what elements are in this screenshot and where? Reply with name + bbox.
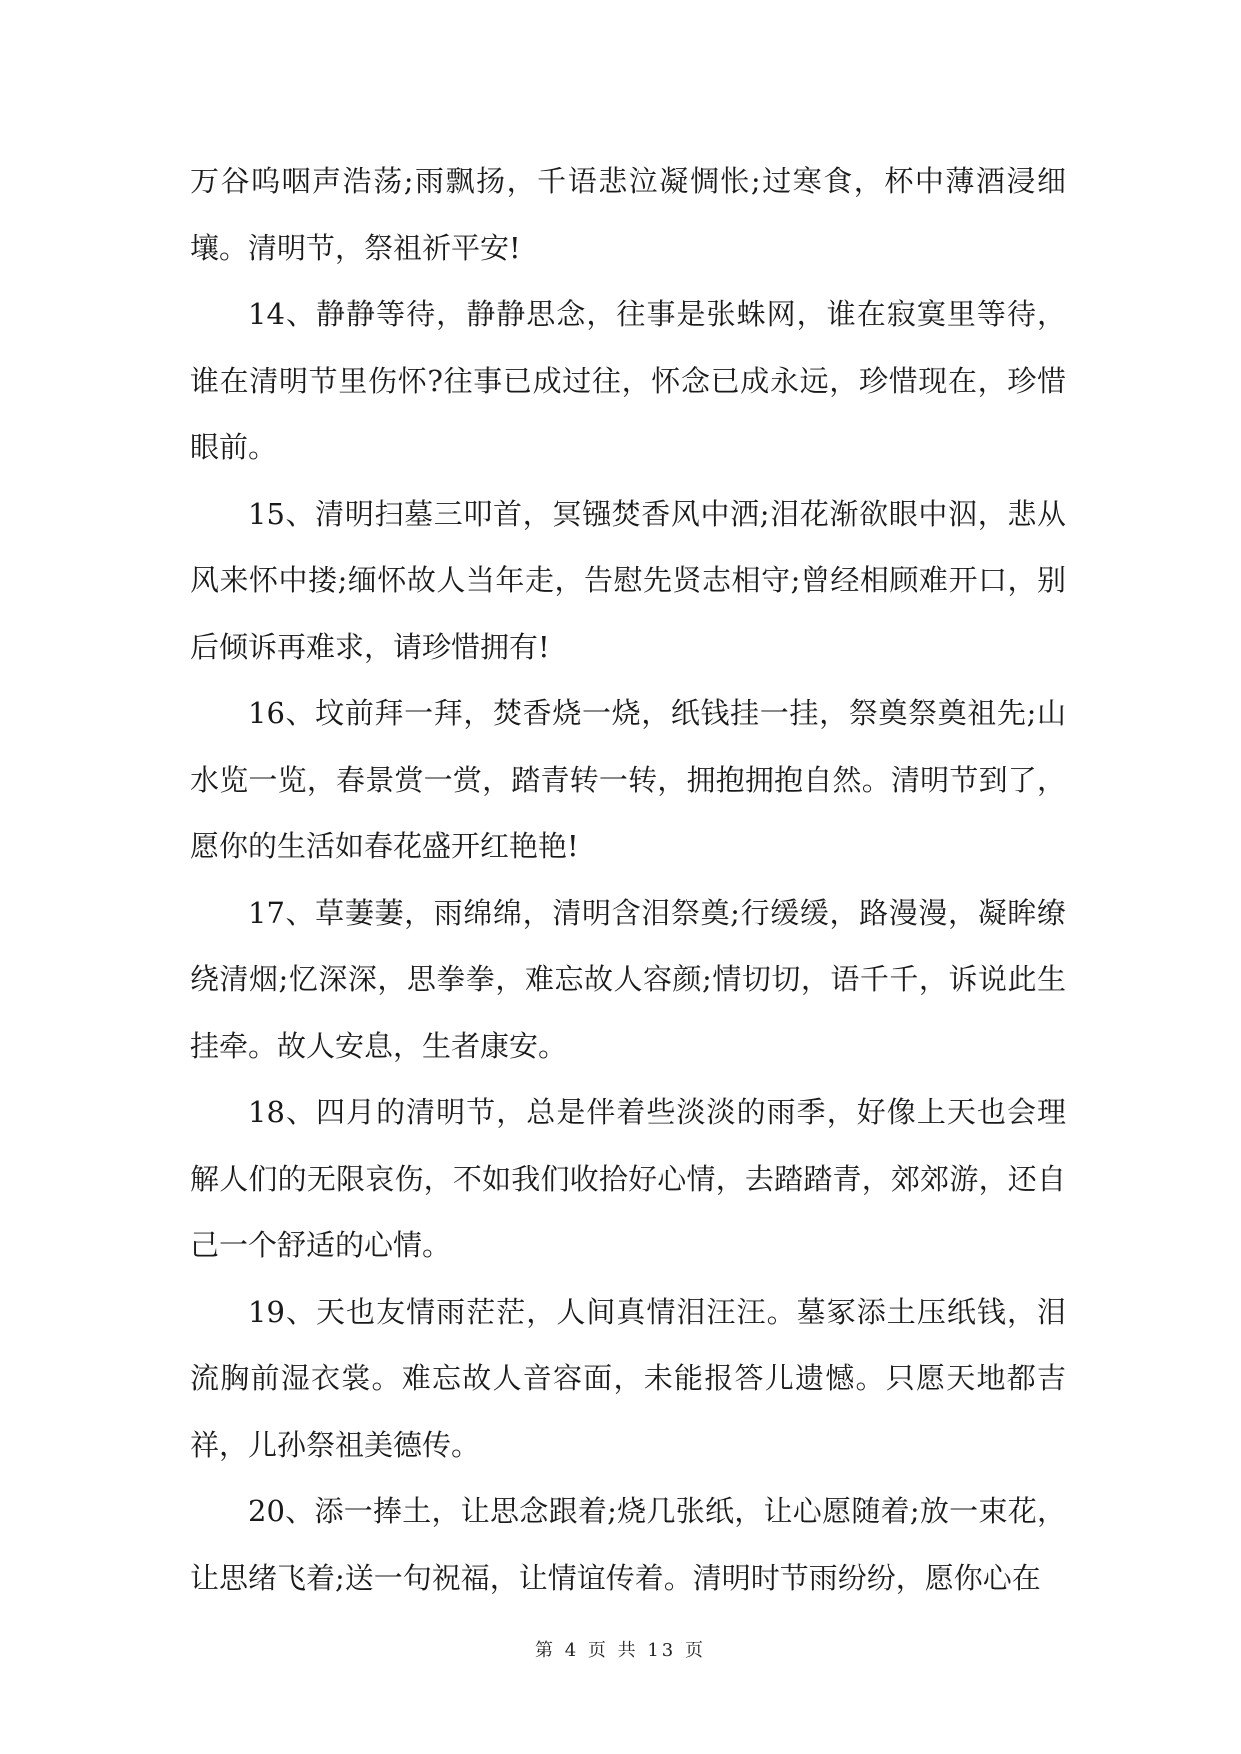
paragraph-item-15: 15、清明扫墓三叩首，冥镪焚香风中洒;泪花渐欲眼中泅，悲从风来怀中搂;缅怀故人当年走，告慰先贤志相守;曾经相顾难开口，别后倾诉再难求，请珍惜拥有!: [190, 496, 1066, 664]
paragraph-continuation: 万谷呜咽声浩荡;雨飘扬，千语悲泣凝惆怅;过寒食，杯中薄酒浸细壤。清明节，祭祖祈平安!: [190, 164, 1066, 265]
paragraph-item-17: 17、草萋萋，雨绵绵，清明含泪祭奠;行缓缓，路漫漫，凝眸缭绕清烟;忆深深，思拳拳，难忘故人容颜;情切切，语千千，诉说此生挂牵。故人安息，生者康安。: [190, 895, 1066, 1063]
paragraph-item-16: 16、坟前拜一拜，焚香烧一烧，纸钱挂一挂，祭奠祭奠祖先;山水览一览，春景赏一赏，踏青转一转，拥抱拥抱自然。清明节到了，愿你的生活如春花盛开红艳艳!: [190, 696, 1066, 863]
document-body: [190, 148, 1066, 1611]
page-number-footer: 第 4 页 共 13 页: [535, 1640, 706, 1661]
paragraph-item-20: 20、添一捧土，让思念跟着;烧几张纸，让心愿随着;放一束花，让思绪飞着;送一句祝福，让情谊传着。清明时节雨纷纷，愿你心在: [190, 1494, 1066, 1595]
paragraph-item-14: 14、静静等待，静静思念，往事是张蛛网，谁在寂寞里等待，谁在清明节里伤怀?往事已成过往，怀念已成永远，珍惜现在，珍惜眼前。: [190, 297, 1066, 464]
paragraph-item-18: 18、四月的清明节，总是伴着些淡淡的雨季，好像上天也会理解人们的无限哀伤，不如我们收拾好心情，去踏踏青，郊郊游，还自己一个舒适的心情。: [190, 1095, 1066, 1262]
paragraph-item-19: 19、天也友情雨茫茫，人间真情泪汪汪。墓冢添土压纸钱，泪流胸前湿衣裳。难忘故人音容面，未能报答儿遗憾。只愿天地都吉祥，儿孙祭祖美德传。: [190, 1294, 1066, 1462]
